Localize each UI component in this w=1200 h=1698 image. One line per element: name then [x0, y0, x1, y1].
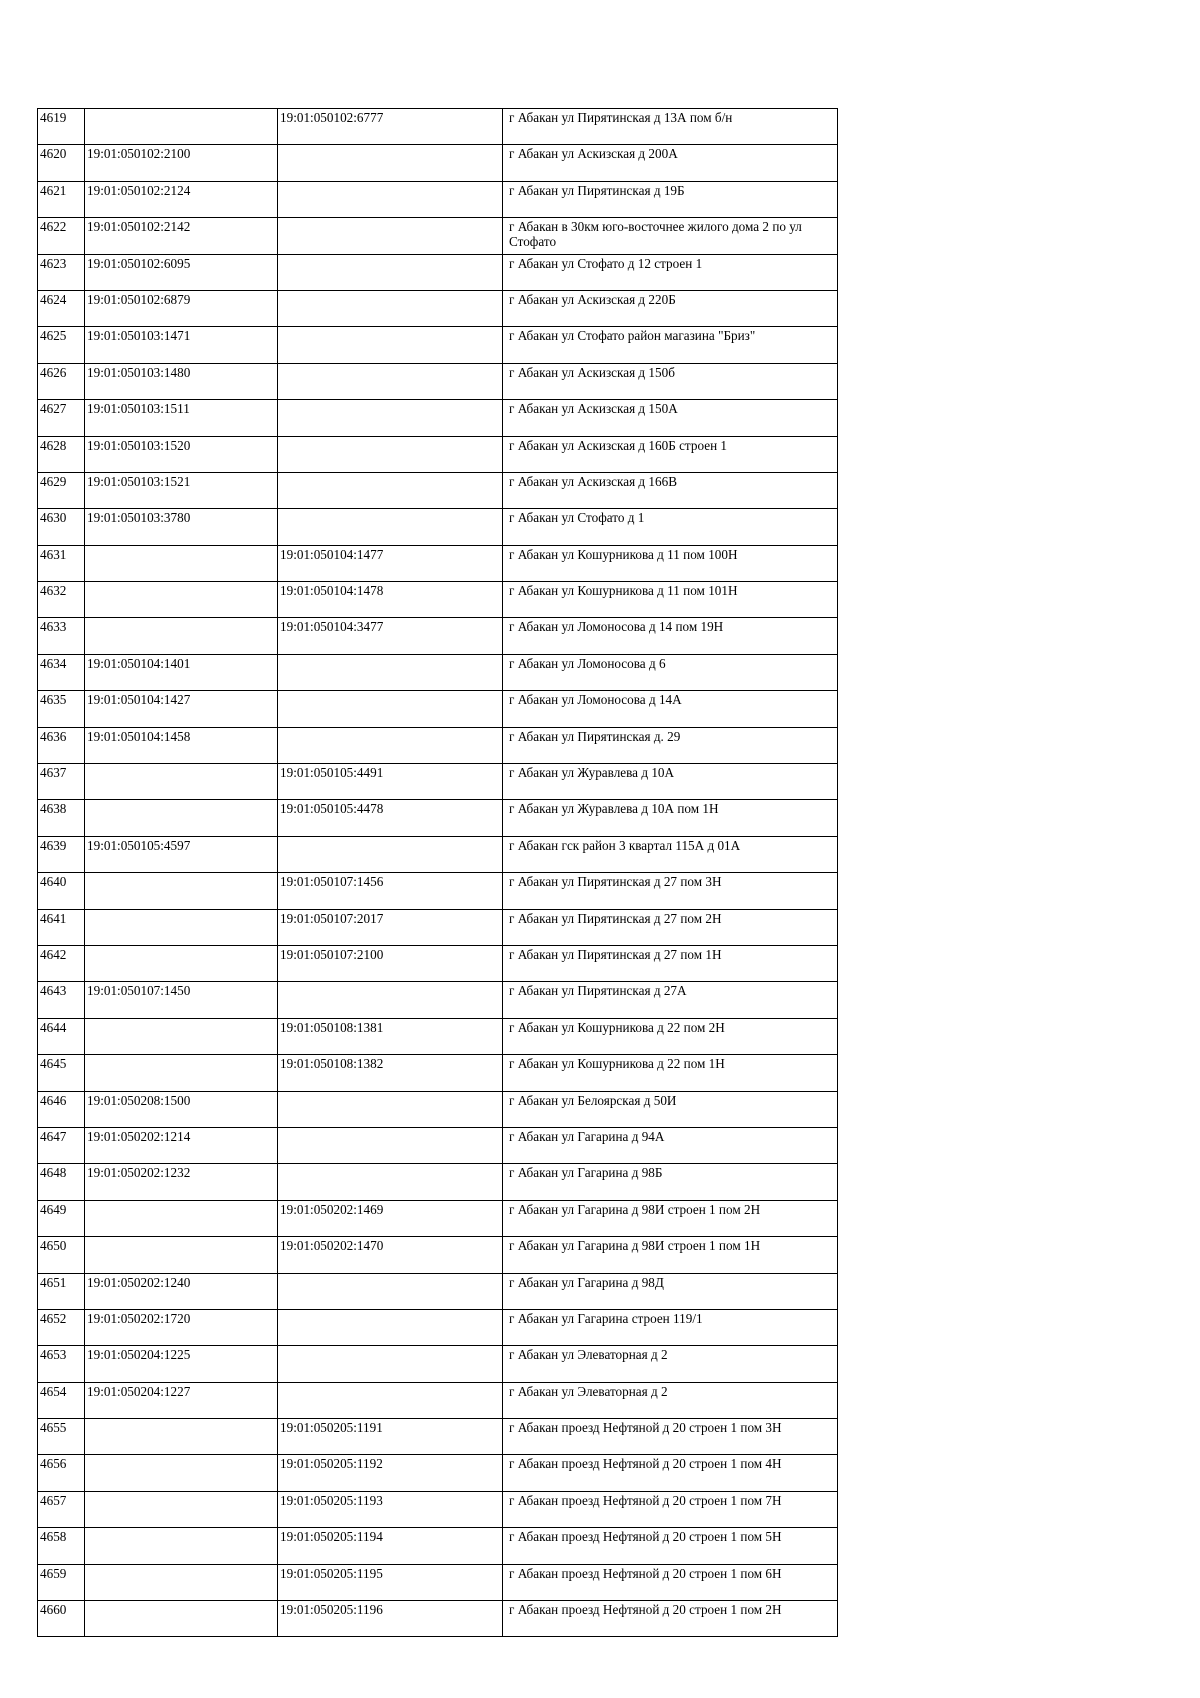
row-number-cell: 4658: [38, 1528, 85, 1564]
table-row: [38, 1273, 838, 1309]
premises-cadastral-number-cell: [278, 290, 503, 326]
cadastral-number-cell: [85, 945, 278, 981]
row-number-cell: 4625: [38, 327, 85, 363]
address-cell: г Абакан проезд Нефтяной д 20 строен 1 пом 5Н: [503, 1528, 838, 1564]
table-row: [38, 472, 838, 508]
cadastral-number-cell: 19:01:050102:6879: [85, 290, 278, 326]
table-row: [38, 1346, 838, 1382]
address-cell: г Абакан ул Гагарина д 98Д: [503, 1273, 838, 1309]
address-cell: г Абакан ул Элеваторная д 2: [503, 1382, 838, 1418]
premises-cadastral-number-cell: [278, 145, 503, 181]
table-row: [38, 582, 838, 618]
address-cell: г Абакан ул Пирятинская д 27 пом 3Н: [503, 873, 838, 909]
table-row: [38, 363, 838, 399]
property-table-body: [38, 109, 838, 1637]
cadastral-number-cell: [85, 909, 278, 945]
table-row: [38, 1018, 838, 1054]
row-number-cell: 4657: [38, 1491, 85, 1527]
table-row: [38, 1127, 838, 1163]
address-cell: г Абакан ул Гагарина д 98Б: [503, 1164, 838, 1200]
cadastral-number-cell: 19:01:050102:2100: [85, 145, 278, 181]
row-number-cell: 4631: [38, 545, 85, 581]
address-cell: г Абакан ул Пирятинская д 27 пом 1Н: [503, 945, 838, 981]
cadastral-number-cell: [85, 800, 278, 836]
cadastral-number-cell: [85, 1419, 278, 1455]
address-cell: г Абакан ул Стофато район магазина "Бриз": [503, 327, 838, 363]
premises-cadastral-number-cell: [278, 836, 503, 872]
cadastral-number-cell: 19:01:050103:1480: [85, 363, 278, 399]
cadastral-number-cell: 19:01:050104:1458: [85, 727, 278, 763]
row-number-cell: 4652: [38, 1309, 85, 1345]
cadastral-number-cell: 19:01:050103:1521: [85, 472, 278, 508]
property-table: [37, 108, 838, 1637]
address-cell: г Абакан ул Пирятинская д 13А пом б/н: [503, 109, 838, 145]
premises-cadastral-number-cell: 19:01:050102:6777: [278, 109, 503, 145]
cadastral-number-cell: [85, 1237, 278, 1273]
address-cell: г Абакан ул Кошурникова д 22 пом 1Н: [503, 1055, 838, 1091]
premises-cadastral-number-cell: [278, 1309, 503, 1345]
address-cell: г Абакан проезд Нефтяной д 20 строен 1 пом 6Н: [503, 1564, 838, 1600]
row-number-cell: 4635: [38, 691, 85, 727]
premises-cadastral-number-cell: 19:01:050105:4478: [278, 800, 503, 836]
row-number-cell: 4623: [38, 254, 85, 290]
premises-cadastral-number-cell: [278, 1127, 503, 1163]
premises-cadastral-number-cell: [278, 691, 503, 727]
cadastral-number-cell: 19:01:050102:2142: [85, 218, 278, 254]
premises-cadastral-number-cell: [278, 254, 503, 290]
premises-cadastral-number-cell: 19:01:050107:2017: [278, 909, 503, 945]
premises-cadastral-number-cell: 19:01:050205:1194: [278, 1528, 503, 1564]
cadastral-number-cell: 19:01:050107:1450: [85, 982, 278, 1018]
table-row: [38, 1091, 838, 1127]
table-row: [38, 545, 838, 581]
table-row: [38, 1528, 838, 1564]
row-number-cell: 4619: [38, 109, 85, 145]
cadastral-number-cell: 19:01:050202:1240: [85, 1273, 278, 1309]
row-number-cell: 4638: [38, 800, 85, 836]
row-number-cell: 4656: [38, 1455, 85, 1491]
row-number-cell: 4629: [38, 472, 85, 508]
address-cell: г Абакан ул Кошурникова д 11 пом 100Н: [503, 545, 838, 581]
premises-cadastral-number-cell: [278, 1091, 503, 1127]
row-number-cell: 4643: [38, 982, 85, 1018]
row-number-cell: 4647: [38, 1127, 85, 1163]
premises-cadastral-number-cell: [278, 1164, 503, 1200]
cadastral-number-cell: [85, 582, 278, 618]
cadastral-number-cell: 19:01:050204:1225: [85, 1346, 278, 1382]
premises-cadastral-number-cell: 19:01:050202:1469: [278, 1200, 503, 1236]
cadastral-number-cell: 19:01:050202:1214: [85, 1127, 278, 1163]
row-number-cell: 4630: [38, 509, 85, 545]
address-cell: г Абакан ул Кошурникова д 22 пом 2Н: [503, 1018, 838, 1054]
table-row: [38, 982, 838, 1018]
table-row: [38, 181, 838, 217]
address-cell: г Абакан ул Белоярская д 50И: [503, 1091, 838, 1127]
table-row: [38, 290, 838, 326]
cadastral-number-cell: 19:01:050204:1227: [85, 1382, 278, 1418]
row-number-cell: 4655: [38, 1419, 85, 1455]
premises-cadastral-number-cell: 19:01:050107:2100: [278, 945, 503, 981]
row-number-cell: 4626: [38, 363, 85, 399]
row-number-cell: 4622: [38, 218, 85, 254]
row-number-cell: 4628: [38, 436, 85, 472]
premises-cadastral-number-cell: [278, 509, 503, 545]
address-cell: г Абакан ул Стофато д 12 строен 1: [503, 254, 838, 290]
row-number-cell: 4634: [38, 654, 85, 690]
address-cell: г Абакан проезд Нефтяной д 20 строен 1 пом 7Н: [503, 1491, 838, 1527]
premises-cadastral-number-cell: [278, 363, 503, 399]
address-cell: г Абакан ул Гагарина строен 119/1: [503, 1309, 838, 1345]
row-number-cell: 4627: [38, 400, 85, 436]
premises-cadastral-number-cell: [278, 181, 503, 217]
cadastral-number-cell: [85, 1601, 278, 1637]
row-number-cell: 4636: [38, 727, 85, 763]
premises-cadastral-number-cell: [278, 472, 503, 508]
address-cell: г Абакан проезд Нефтяной д 20 строен 1 пом 3Н: [503, 1419, 838, 1455]
table-row: [38, 509, 838, 545]
address-cell: г Абакан ул Кошурникова д 11 пом 101Н: [503, 582, 838, 618]
table-row: [38, 1419, 838, 1455]
row-number-cell: 4646: [38, 1091, 85, 1127]
table-row: [38, 1055, 838, 1091]
premises-cadastral-number-cell: [278, 400, 503, 436]
premises-cadastral-number-cell: 19:01:050205:1191: [278, 1419, 503, 1455]
table-row: [38, 436, 838, 472]
cadastral-number-cell: 19:01:050103:3780: [85, 509, 278, 545]
table-row: [38, 691, 838, 727]
row-number-cell: 4642: [38, 945, 85, 981]
table-row: [38, 727, 838, 763]
table-row: [38, 1237, 838, 1273]
row-number-cell: 4620: [38, 145, 85, 181]
cadastral-number-cell: 19:01:050102:6095: [85, 254, 278, 290]
table-row: [38, 800, 838, 836]
table-row: [38, 1200, 838, 1236]
table-row: [38, 327, 838, 363]
table-row: [38, 254, 838, 290]
address-cell: г Абакан гск район 3 квартал 115А д 01А: [503, 836, 838, 872]
address-cell: г Абакан ул Журавлева д 10А: [503, 764, 838, 800]
table-row: [38, 945, 838, 981]
row-number-cell: 4645: [38, 1055, 85, 1091]
premises-cadastral-number-cell: [278, 218, 503, 254]
row-number-cell: 4648: [38, 1164, 85, 1200]
row-number-cell: 4653: [38, 1346, 85, 1382]
cadastral-number-cell: 19:01:050102:2124: [85, 181, 278, 217]
row-number-cell: 4639: [38, 836, 85, 872]
premises-cadastral-number-cell: [278, 654, 503, 690]
address-cell: г Абакан проезд Нефтяной д 20 строен 1 пом 4Н: [503, 1455, 838, 1491]
table-row: [38, 1382, 838, 1418]
cadastral-number-cell: [85, 109, 278, 145]
cadastral-number-cell: 19:01:050104:1427: [85, 691, 278, 727]
cadastral-number-cell: [85, 1491, 278, 1527]
table-row: [38, 1309, 838, 1345]
cadastral-number-cell: [85, 618, 278, 654]
address-cell: г Абакан ул Аскизская д 150б: [503, 363, 838, 399]
premises-cadastral-number-cell: 19:01:050205:1192: [278, 1455, 503, 1491]
row-number-cell: 4650: [38, 1237, 85, 1273]
cadastral-number-cell: [85, 1200, 278, 1236]
cadastral-number-cell: [85, 1564, 278, 1600]
premises-cadastral-number-cell: 19:01:050202:1470: [278, 1237, 503, 1273]
premises-cadastral-number-cell: 19:01:050205:1195: [278, 1564, 503, 1600]
table-row: [38, 836, 838, 872]
address-cell: г Абакан ул Журавлева д 10А пом 1Н: [503, 800, 838, 836]
row-number-cell: 4660: [38, 1601, 85, 1637]
row-number-cell: 4651: [38, 1273, 85, 1309]
table-row: [38, 909, 838, 945]
address-cell: г Абакан ул Аскизская д 160Б строен 1: [503, 436, 838, 472]
premises-cadastral-number-cell: 19:01:050205:1193: [278, 1491, 503, 1527]
row-number-cell: 4649: [38, 1200, 85, 1236]
premises-cadastral-number-cell: [278, 1382, 503, 1418]
table-row: [38, 1164, 838, 1200]
cadastral-number-cell: 19:01:050104:1401: [85, 654, 278, 690]
row-number-cell: 4641: [38, 909, 85, 945]
address-cell: г Абакан ул Элеваторная д 2: [503, 1346, 838, 1382]
cadastral-number-cell: 19:01:050208:1500: [85, 1091, 278, 1127]
address-cell: г Абакан ул Аскизская д 166В: [503, 472, 838, 508]
table-row: [38, 218, 838, 254]
table-row: [38, 1491, 838, 1527]
address-cell: г Абакан ул Пирятинская д 27 пом 2Н: [503, 909, 838, 945]
address-cell: г Абакан ул Стофато д 1: [503, 509, 838, 545]
premises-cadastral-number-cell: 19:01:050104:3477: [278, 618, 503, 654]
address-cell: г Абакан ул Аскизская д 200А: [503, 145, 838, 181]
cadastral-number-cell: [85, 1455, 278, 1491]
address-cell: г Абакан проезд Нефтяной д 20 строен 1 пом 2Н: [503, 1601, 838, 1637]
cadastral-number-cell: [85, 873, 278, 909]
table-row: [38, 400, 838, 436]
cadastral-number-cell: [85, 1055, 278, 1091]
row-number-cell: 4637: [38, 764, 85, 800]
table-row: [38, 109, 838, 145]
cadastral-number-cell: [85, 1528, 278, 1564]
address-cell: г Абакан ул Ломоносова д 14 пом 19Н: [503, 618, 838, 654]
premises-cadastral-number-cell: 19:01:050107:1456: [278, 873, 503, 909]
address-cell: г Абакан ул Гагарина д 98И строен 1 пом 2Н: [503, 1200, 838, 1236]
address-cell: г Абакан в 30км юго-восточнее жилого дома 2 по ул Стофато: [503, 218, 838, 254]
premises-cadastral-number-cell: 19:01:050205:1196: [278, 1601, 503, 1637]
table-row: [38, 654, 838, 690]
address-cell: г Абакан ул Пирятинская д 27А: [503, 982, 838, 1018]
address-cell: г Абакан ул Пирятинская д 19Б: [503, 181, 838, 217]
premises-cadastral-number-cell: 19:01:050104:1477: [278, 545, 503, 581]
premises-cadastral-number-cell: 19:01:050108:1382: [278, 1055, 503, 1091]
row-number-cell: 4624: [38, 290, 85, 326]
row-number-cell: 4644: [38, 1018, 85, 1054]
row-number-cell: 4633: [38, 618, 85, 654]
row-number-cell: 4621: [38, 181, 85, 217]
address-cell: г Абакан ул Аскизская д 150А: [503, 400, 838, 436]
row-number-cell: 4654: [38, 1382, 85, 1418]
address-cell: г Абакан ул Пирятинская д. 29: [503, 727, 838, 763]
premises-cadastral-number-cell: [278, 1346, 503, 1382]
row-number-cell: 4659: [38, 1564, 85, 1600]
cadastral-number-cell: 19:01:050103:1471: [85, 327, 278, 363]
premises-cadastral-number-cell: [278, 327, 503, 363]
cadastral-number-cell: [85, 545, 278, 581]
address-cell: г Абакан ул Аскизская д 220Б: [503, 290, 838, 326]
cadastral-number-cell: 19:01:050105:4597: [85, 836, 278, 872]
table-row: [38, 1564, 838, 1600]
table-row: [38, 764, 838, 800]
table-row: [38, 145, 838, 181]
address-cell: г Абакан ул Гагарина д 94А: [503, 1127, 838, 1163]
premises-cadastral-number-cell: [278, 436, 503, 472]
table-row: [38, 1601, 838, 1637]
premises-cadastral-number-cell: 19:01:050104:1478: [278, 582, 503, 618]
cadastral-number-cell: [85, 1018, 278, 1054]
cadastral-number-cell: 19:01:050103:1520: [85, 436, 278, 472]
address-cell: г Абакан ул Гагарина д 98И строен 1 пом 1Н: [503, 1237, 838, 1273]
cadastral-number-cell: 19:01:050103:1511: [85, 400, 278, 436]
row-number-cell: 4632: [38, 582, 85, 618]
table-row: [38, 873, 838, 909]
premises-cadastral-number-cell: [278, 982, 503, 1018]
table-row: [38, 618, 838, 654]
table-row: [38, 1455, 838, 1491]
cadastral-number-cell: [85, 764, 278, 800]
premises-cadastral-number-cell: [278, 727, 503, 763]
address-cell: г Абакан ул Ломоносова д 14А: [503, 691, 838, 727]
cadastral-number-cell: 19:01:050202:1720: [85, 1309, 278, 1345]
address-cell: г Абакан ул Ломоносова д 6: [503, 654, 838, 690]
row-number-cell: 4640: [38, 873, 85, 909]
premises-cadastral-number-cell: 19:01:050108:1381: [278, 1018, 503, 1054]
premises-cadastral-number-cell: [278, 1273, 503, 1309]
cadastral-number-cell: 19:01:050202:1232: [85, 1164, 278, 1200]
premises-cadastral-number-cell: 19:01:050105:4491: [278, 764, 503, 800]
